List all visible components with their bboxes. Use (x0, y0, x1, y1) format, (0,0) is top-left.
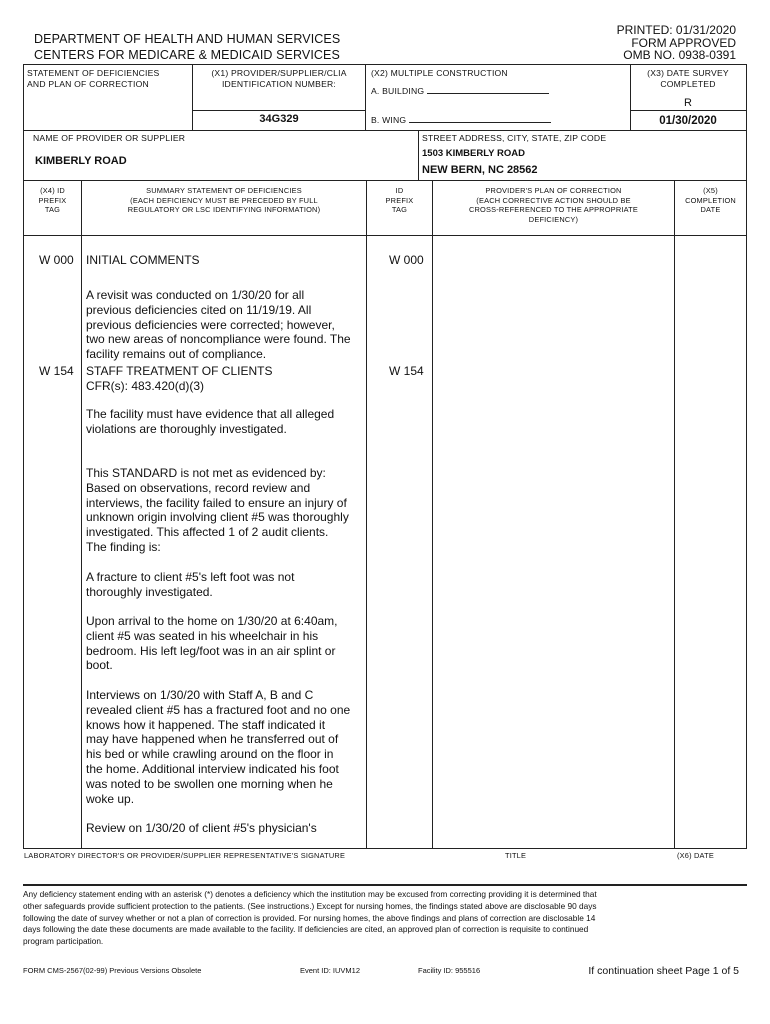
divider-provider (418, 130, 419, 180)
divider-x2 (365, 64, 366, 130)
omb-number: OMB NO. 0938-0391 (623, 48, 736, 62)
divider-col-id (432, 180, 433, 848)
address-label: STREET ADDRESS, CITY, STATE, ZIP CODE (422, 133, 607, 143)
facility-id: Facility ID: 955516 (418, 966, 481, 975)
building-field (371, 84, 549, 97)
divider-col-x4 (81, 180, 82, 848)
survey-code: R (684, 97, 692, 109)
title-label: TITLE (505, 851, 527, 860)
tag-w000-left: W 000 (39, 253, 74, 267)
top-rule (23, 64, 747, 65)
tag-w154-left: W 154 (39, 364, 74, 378)
rule-provider (23, 130, 747, 131)
tag-w000-right: W 000 (389, 253, 424, 267)
building-blank (427, 84, 549, 94)
col-head-id: ID PREFIX TAG (385, 186, 414, 214)
divider-col-plan (674, 180, 675, 848)
interviews-paragraph: Interviews on 1/30/20 with Staff A, B and C revealed client #5 has a fractured foot and no one knows how it happened. The staff indicated it may have happened when he transferred out of his bed or while crawling around on the floor in the home. Additional interview indicated his foot was noted to be swollen one morning when he woke up. (86, 688, 351, 806)
address-line2: NEW BERN, NC 28562 (422, 164, 538, 176)
revisit-paragraph: A revisit was conducted on 1/30/20 for all previous deficiencies cited on 11/19/19. All previous deficiencies were corrected; however, two new areas of noncompliance were found. The facility remains out of compliance. (86, 288, 351, 362)
address-line1: 1503 KIMBERLY ROAD (422, 148, 525, 159)
tag-w154-right: W 154 (389, 364, 424, 378)
provider-name: KIMBERLY ROAD (35, 155, 127, 167)
review-paragraph: Review on 1/30/20 of client #5's physician's (86, 821, 317, 835)
staff-treatment-title: STAFF TREATMENT OF CLIENTS CFR(s): 483.420(d)(3) (86, 364, 273, 393)
rule-body (23, 235, 747, 236)
col-head-x4: (X4) ID PREFIX TAG (38, 186, 67, 214)
border-left (23, 64, 24, 848)
finding-paragraph: This STANDARD is not met as evidenced by: Based on observations, record review and interviews, the facility failed to ensure an injury of unknown origin involving client #5 was thoroughly investigated. This affected 1 of 2 audit clients. The finding is: (86, 466, 349, 554)
x2-label: (X2) MULTIPLE CONSTRUCTION (371, 68, 508, 78)
wing-label: B. WING (371, 115, 407, 125)
rule-footer (23, 884, 747, 886)
border-right (746, 64, 747, 848)
col-head-x5: (X5) COMPLETION DATE (685, 186, 736, 214)
divider-x3 (630, 64, 631, 130)
rule-x3-inner (630, 110, 746, 111)
rule-signature (23, 848, 747, 849)
divider-col-summary (366, 180, 367, 848)
provider-name-label: NAME OF PROVIDER OR SUPPLIER (33, 133, 186, 143)
x1-label: (X1) PROVIDER/SUPPLIER/CLIA IDENTIFICATION NUMBER: (211, 68, 347, 89)
form-number: FORM CMS-2567(02-99) Previous Versions Obsolete (23, 966, 202, 975)
wing-field (371, 113, 551, 126)
initial-comments-title: INITIAL COMMENTS (86, 253, 200, 267)
fracture-paragraph: A fracture to client #5's left foot was not thoroughly investigated. (86, 570, 295, 599)
printed-date: PRINTED: 01/31/2020 (616, 23, 736, 37)
wing-blank (409, 113, 551, 123)
page-indicator: If continuation sheet Page 1 of 5 (588, 965, 739, 977)
col-head-summary: SUMMARY STATEMENT OF DEFICIENCIES (EACH DEFICIENCY MUST BE PRECEDED BY FULL REGULATORY OR LSC IDENTIFYING INFORMATION) (127, 186, 321, 214)
standard-text: The facility must have evidence that all alleged violations are thoroughly investigated. (86, 407, 335, 436)
divider-x1 (192, 64, 193, 130)
signature-label: LABORATORY DIRECTOR'S OR PROVIDER/SUPPLIER REPRESENTATIVE'S SIGNATURE (24, 851, 346, 860)
department-title: DEPARTMENT OF HEALTH AND HUMAN SERVICES (34, 32, 341, 46)
provider-id-number: 34G329 (259, 113, 299, 125)
signature-date-label: (X6) DATE (677, 851, 714, 860)
building-label: A. BUILDING (371, 86, 425, 96)
rule-colhead (23, 180, 747, 181)
event-id: Event ID: IUVM12 (300, 966, 361, 975)
survey-completed-date: 01/30/2020 (659, 115, 717, 127)
form-approved: FORM APPROVED (631, 36, 736, 50)
x3-label: (X3) DATE SURVEY COMPLETED (647, 68, 729, 89)
rule-x1-inner (192, 110, 365, 111)
arrival-paragraph: Upon arrival to the home on 1/30/20 at 6:40am, client #5 was seated in his wheelchair in his bedroom. His left leg/foot was in an air splint or boot. (86, 614, 338, 673)
statement-label: STATEMENT OF DEFICIENCIES AND PLAN OF CORRECTION (27, 68, 160, 89)
disclaimer-text: Any deficiency statement ending with an asterisk (*) denotes a deficiency which the institution may be excused from correcting providing it is determined that other safeguards provide sufficient protection to the patients. (See instructions.) Except for nursing homes, the findings stated above are disclosable 90 days following the date of survey whether or not a plan of correction is provided. For nursing homes, the above findings and plans of correction are disclosable 14 days following the date these documents are made available to the facility. If deficiencies are cited, an approved plan of correction is requisite to continued program participation. (23, 889, 597, 947)
agency-title: CENTERS FOR MEDICARE & MEDICAID SERVICES (34, 48, 340, 62)
col-head-plan: PROVIDER'S PLAN OF CORRECTION (EACH CORRECTIVE ACTION SHOULD BE CROSS-REFERENCED TO THE APPROPRIATE DEFICIENCY) (468, 186, 639, 224)
